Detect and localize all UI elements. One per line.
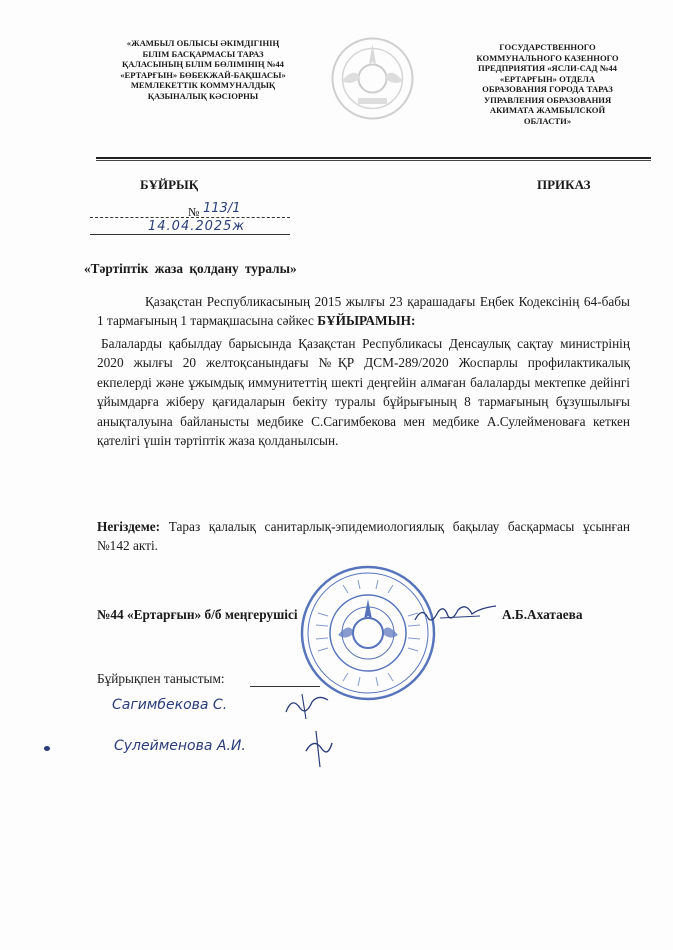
director-name: А.Б.Ахатаева <box>502 607 583 622</box>
paragraph-text: Қазақстан Республикасының 2015 жылғы 23 қарашадағы Еңбек Кодексінің 64-бабы 1 тармағының 1 тармақшасына сәйкес <box>97 294 630 329</box>
header-right-ru <box>455 42 640 126</box>
header-left-line: БІЛІМ БАСҚАРМАСЫ ТАРАЗ <box>142 48 264 59</box>
header-left-kz <box>88 38 318 101</box>
order-date-field <box>90 220 290 238</box>
official-seal-icon <box>298 563 438 703</box>
director-position: №44 «Ертарғын» б/б меңгерушісі <box>97 607 298 622</box>
paragraph-basis-law <box>97 292 630 331</box>
director-signature-icon <box>410 598 500 628</box>
grounds-text: Тараз қалалық санитарлық-эпидемиологиялық бақылау басқармасы ұсынған №142 акті. <box>97 519 630 554</box>
handwritten-signature-icon <box>300 727 336 769</box>
header-left-line: ҚАЛАСЫНЫҢ БІЛІМ БӨЛІМІНІҢ №44 <box>122 59 284 69</box>
header-left-line: «ЕРТАРҒЫН» БӨБЕКЖАЙ-БАҚШАСЫ» <box>120 69 286 80</box>
header-right-line: ОБРАЗОВАНИЯ ГОРОДА ТАРАЗ <box>482 84 613 94</box>
document-title: «Тәртіптік жаза қолдану туралы» <box>84 261 297 276</box>
order-label-ru: ПРИКАЗ <box>537 177 591 192</box>
ink-mark <box>44 746 50 751</box>
acknowledgement-label: Бұйрықпен таныстым: <box>97 671 225 686</box>
header-right-line: УПРАВЛЕНИЯ ОБРАЗОВАНИЯ <box>483 94 612 105</box>
order-number: 113/1 <box>203 201 241 216</box>
date-underline <box>90 234 290 235</box>
header-right-line: ПРЕДПРИЯТИЯ «ЯСЛИ-САД №44 <box>478 63 617 73</box>
header-right-line: КОММУНАЛЬНОГО КАЗЕННОГО <box>476 52 619 63</box>
handwritten-entry: Сагимбекова С. <box>112 697 228 713</box>
acknowledgement-underline <box>250 686 320 687</box>
state-emblem-icon <box>330 36 415 121</box>
order-label-kz: БҰЙРЫҚ <box>140 177 199 192</box>
order-date: 14.04.2025ж <box>148 219 246 234</box>
header-left-line: «ЖАМБЫЛ ОБЛЫСЫ ӘКІМДІГІНІҢ <box>126 38 280 48</box>
paragraph-order-body: Балаларды қабылдау барысында Қазақстан Республикасы Денсаулық сақтау министрінің 2020 жылғы 20 желтоқсанындағы №ҚР ДСМ-289/2020 Жоспарлы профилактикалық екпелерді және ұжымдық иммунитеттің шекті деңгейін алмаған балаларды мектепке дейінгі ұйымдарға жіберу қағидаларын бекіту туралы бұйрығының 8 тармағының бұзушылығы анықталуына байланысты медбике С.Сагимбекова мен медбике А.Сулейменоваға кеткен қателігі үшін тәртіптік жаза қолданылсын. <box>97 336 630 449</box>
header-divider-thin <box>96 160 651 161</box>
handwritten-signature-icon <box>282 692 332 720</box>
header-left-line: ҚАЗЫНАЛЫҚ КӘСІОРНЫ <box>147 90 259 101</box>
header-right-line: ГОСУДАРСТВЕННОГО <box>499 42 596 52</box>
header-left-line: МЕМЛЕКЕТТІК КОММУНАЛДЫҚ <box>130 80 276 90</box>
header-right-line: «ЕРТАРҒЫН» ОТДЕЛА <box>499 73 596 84</box>
header-right-line: АКИМАТА ЖАМБЫЛСКОЙ <box>489 105 606 115</box>
handwritten-entry: Сулейменова А.И. <box>114 738 246 754</box>
header-divider <box>96 157 651 159</box>
order-keyword: БҰЙЫРАМЫН: <box>317 313 416 329</box>
paragraph-grounds <box>97 517 630 556</box>
number-underline <box>90 217 290 218</box>
number-sign: № <box>188 205 200 219</box>
header-right-line: ОБЛАСТИ» <box>523 115 572 126</box>
grounds-label: Негіздеме: <box>97 519 161 534</box>
